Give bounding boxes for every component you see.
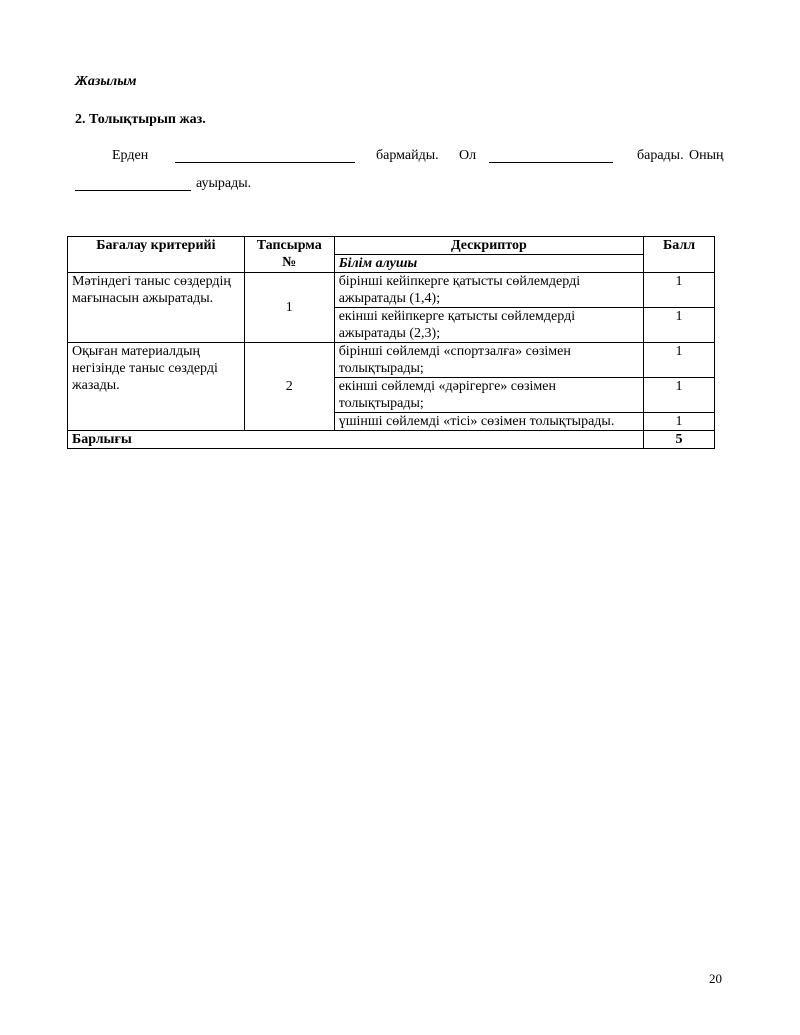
criteria-cell: Оқыған материалдың негізінде таныс сөздерді жазады. [68, 343, 245, 431]
sentence-part-4: барады. [637, 148, 684, 163]
fill-in-sentence-line-2 [75, 176, 475, 196]
header-descriptor: Дескриптор [334, 237, 643, 255]
descriptor-cell: екінші сөйлемді «дәрігерге» сөзімен толықтырады; [334, 378, 643, 413]
total-score: 5 [644, 431, 715, 449]
table-row [68, 273, 715, 308]
descriptor-cell: бірінші кейіпкерге қатысты сөйлемдерді ажыратады (1,4); [334, 273, 643, 308]
header-descriptor-sub: Білім алушы [334, 255, 643, 273]
header-criteria: Бағалау критерийі [68, 237, 245, 273]
sentence-part-1: Ерден [112, 148, 149, 163]
table-row [68, 343, 715, 378]
sentence-part-6: ауырады. [196, 176, 252, 191]
score-cell: 1 [644, 413, 715, 431]
page-number: 20 [709, 971, 722, 986]
header-task-no-line1: Тапсырма [256, 238, 322, 253]
task-no-cell: 2 [244, 343, 334, 431]
score-cell: 1 [644, 273, 715, 308]
task-title: 2. Толықтырып жаз. [75, 112, 206, 127]
score-cell: 1 [644, 378, 715, 413]
header-score: Балл [644, 237, 715, 273]
answer-blank-3[interactable] [75, 176, 191, 191]
sentence-part-2: бармайды. [376, 148, 439, 163]
sentence-part-3: Ол [459, 148, 477, 163]
assessment-table [67, 236, 715, 449]
answer-blank-2[interactable] [489, 148, 613, 163]
answer-blank-1[interactable] [175, 148, 355, 163]
sentence-part-5: Оның [689, 148, 724, 163]
descriptor-cell: үшінші сөйлемді «тісі» сөзімен толықтырады. [334, 413, 643, 431]
descriptor-cell: бірінші сөйлемді «спортзалға» сөзімен толықтырады; [334, 343, 643, 378]
descriptor-cell: екінші кейіпкерге қатысты сөйлемдерді ажыратады (2,3); [334, 308, 643, 343]
task-no-cell: 1 [244, 273, 334, 343]
total-row [68, 431, 715, 449]
fill-in-sentence-line-1 [75, 148, 725, 168]
section-title: Жазылым [75, 74, 137, 89]
header-task-no [244, 237, 334, 273]
criteria-cell: Мәтіндегі таныс сөздердің мағынасын ажыратады. [68, 273, 245, 343]
score-cell: 1 [644, 308, 715, 343]
header-task-no-line2: № [282, 255, 297, 270]
total-label: Барлығы [68, 431, 644, 449]
score-cell: 1 [644, 343, 715, 378]
